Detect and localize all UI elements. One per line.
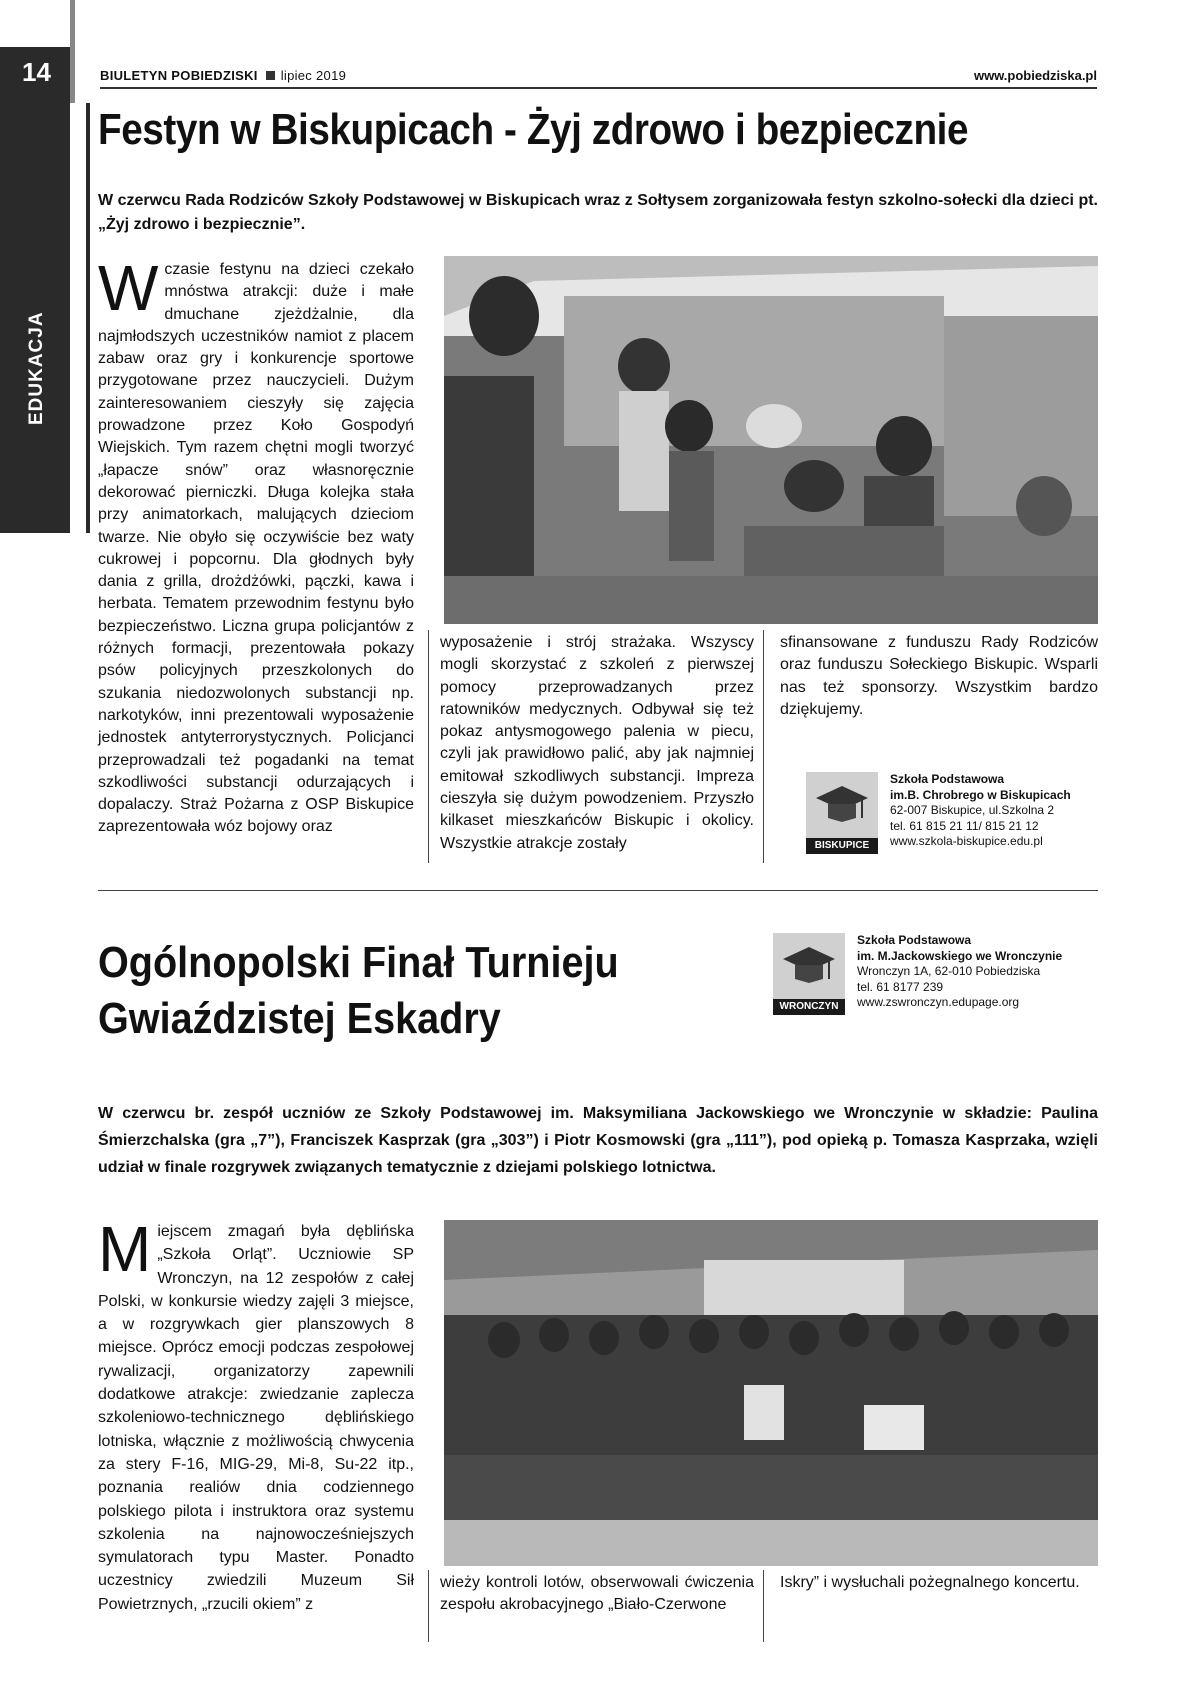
square-separator (266, 71, 275, 80)
article2-title-line1: Ogólnopolski Finał Turnieju (98, 938, 619, 987)
section-label: EDUKACJA (26, 311, 47, 425)
school-logo-caption: WRONCZYN (773, 999, 845, 1015)
column-rule (763, 1570, 764, 1642)
festival-photo (444, 256, 1098, 624)
school-website[interactable]: www.zswronczyn.edupage.org (857, 995, 1020, 1009)
school-contact (857, 933, 1062, 1015)
drop-cap: W (98, 252, 159, 324)
publication-name: BIULETYN POBIEDZISKI (100, 68, 258, 83)
school-contact (890, 772, 1071, 854)
column-rule (428, 1570, 429, 1642)
article1-column-2: wyposażenie i strój strażaka. Wszyscy mogli skorzystać z szkoleń z pierwszej pomocy przeprowadzanych przez ratowników medycznych. Odbywał się też pokaz antysmogowego palenia w piecu, czyli jak prawidłowo palić, aby jak najmniej emitował szkodliwych substancji. Impreza cieszyła się dużym powodzeniem. Przyszło kilkaset mieszkańców Biskupic i okolicy. Wszystkie atrakcje zostały (440, 634, 754, 852)
school-name: Szkoła Podstawowa (857, 933, 972, 947)
header-rule (100, 87, 1097, 89)
article1-column-3: sfinansowane z funduszu Rady Rodziców oraz funduszu Sołeckiego Biskupic. Wsparli nas też sponsorzy. Wszystkim bardzo dziękujemy. (780, 634, 1098, 718)
graduation-cap-icon (773, 933, 845, 999)
article2-title-line2: Gwiaździstej Eskadry (98, 994, 501, 1043)
school-address: 62-007 Biskupice, ul.Szkolna 2 (890, 803, 1055, 817)
article2-column-3: Iskry” i wysłuchali pożegnalnego koncertu. (780, 1574, 1080, 1591)
school-logo (806, 772, 878, 854)
drop-cap: M (98, 1213, 152, 1285)
column-rule (428, 630, 429, 863)
school-logo (773, 933, 845, 1015)
graduation-cap-icon (806, 772, 878, 838)
school-badge-biskupice (806, 772, 1071, 854)
article2-column-2: wieży kontroli lotów, obserwowali ćwiczenia zespołu akrobacyjnego „Biało-Czerwone (440, 1574, 754, 1614)
school-phone: tel. 61 8177 239 (857, 979, 944, 994)
team-group-photo-image (444, 1220, 1098, 1566)
article1-lead: W czerwcu Rada Rodziców Szkoły Podstawowej w Biskupicach wraz z Sołtysem zorganizowała festyn szkolno-sołecki dla dzieci pt. „Żyj zdrowo i bezpiecznie”. (98, 192, 1098, 233)
article2-column-1 (98, 1213, 414, 1616)
article1-col1-text: czasie festynu na dzieci czekało mnóstwa atrakcji: duże i małe dmuchane zjeżdżalnie, dla najmłodszych uczestników namiot z placem zabaw oraz gry i konkurencje sportowe przygotowane przez nauczycieli. Dużym zainteresowaniem cieszyły się zajęcia prowadzone przez Koło Gospodyń Wiejskich. Tym razem chętni mogli tworzyć „łapacze snów” oraz własnoręcznie dekorować pierniczki. Długa kolejka stała przy animatorkach, malujących dzieciom twarze. Nie obyło się oczywiście bez waty cukrowej i popcornu. Dla głodnych były dania z grilla, drożdżówki, pączki, kawa i herbata. Tematem przewodnim festynu było bezpieczeństwo. Liczna grupa policjantów z różnych formacji, prezentowała pokazy psów policyjnych przeszkolonych do szukania niedozwolonych substancji np. narkotyków, inni prezentowali wyposażenie jednostek antyterrorystycznych. Policjanci przeprowadzali też pogadanki na temat szkodliwości substancji odurzających i dopalaczy. Straż Pożarna z OSP Biskupice zaprezentowała wóz bojowy oraz (98, 261, 414, 836)
article-separator (98, 890, 1098, 891)
page-number: 14 (22, 57, 51, 87)
article2-title (98, 935, 619, 1047)
school-badge-wronczyn (773, 933, 1062, 1015)
school-phone: tel. 61 815 21 11/ 815 21 12 (890, 818, 1039, 833)
festival-photo-image (444, 256, 1098, 624)
column-rule (763, 630, 764, 863)
title-bar (86, 103, 90, 533)
website-url[interactable]: www.pobiedziska.pl (973, 68, 1097, 83)
running-header (100, 68, 346, 83)
team-group-photo (444, 1220, 1098, 1566)
side-rule (70, 0, 75, 103)
school-logo-caption: BISKUPICE (806, 838, 878, 854)
school-address: Wronczyn 1A, 62-010 Pobiedziska (857, 964, 1041, 978)
article1-title: Festyn w Biskupicach - Żyj zdrowo i bezpiecznie (98, 105, 969, 154)
issue-date: lipiec 2019 (280, 68, 347, 83)
school-website[interactable]: www.szkola-biskupice.edu.pl (890, 834, 1043, 848)
article1-column-1 (98, 252, 414, 839)
school-patron: im. M.Jackowskiego we Wronczynie (857, 948, 1063, 963)
article2-lead: W czerwcu br. zespół uczniów ze Szkoły Podstawowej im. Maksymiliana Jackowskiego we Wronczynie w składzie: Paulina Śmierzchalska (gra „7”), Franciszek Kasprzak (gra „303”) i Piotr Kosmowski (gra „111”), pod opieką p. Tomasza Kasprzaka, wzięli udział w finale rozgrywek związanych tematycznie z dziejami polskiego lotnictwa. (98, 1105, 1098, 1176)
school-patron: im.B. Chrobrego w Biskupicach (890, 787, 1071, 802)
school-name: Szkoła Podstawowa (890, 772, 1005, 786)
article2-col1-text: iejscem zmagań była dęblińska „Szkoła Orląt”. Uczniowie SP Wronczyn, na 12 zespołów z całej Polski, w konkursie wiedzy zajęli 3 miejsce, a w rozgrywkach gier planszowych 8 miejsce. Oprócz emocji podczas zespołowej rywalizacji, organizatorzy zapewnili dodatkowe atrakcje: zwiedzanie zaplecza szkoleniowo-technicznego dęblińskiego lotniska, włącznie z możliwością chwycenia za stery F-16, MIG-29, Mi-8, Su-22 itp., poznania realiów dnia codziennego polskiego pilota i instruktora oraz systemu szkolenia na najnowocześniejszych symulatorach typu Master. Ponadto uczestnicy zwiedzili Muzeum Sił Powietrznych, „rzucili okiem” z (98, 1223, 414, 1613)
